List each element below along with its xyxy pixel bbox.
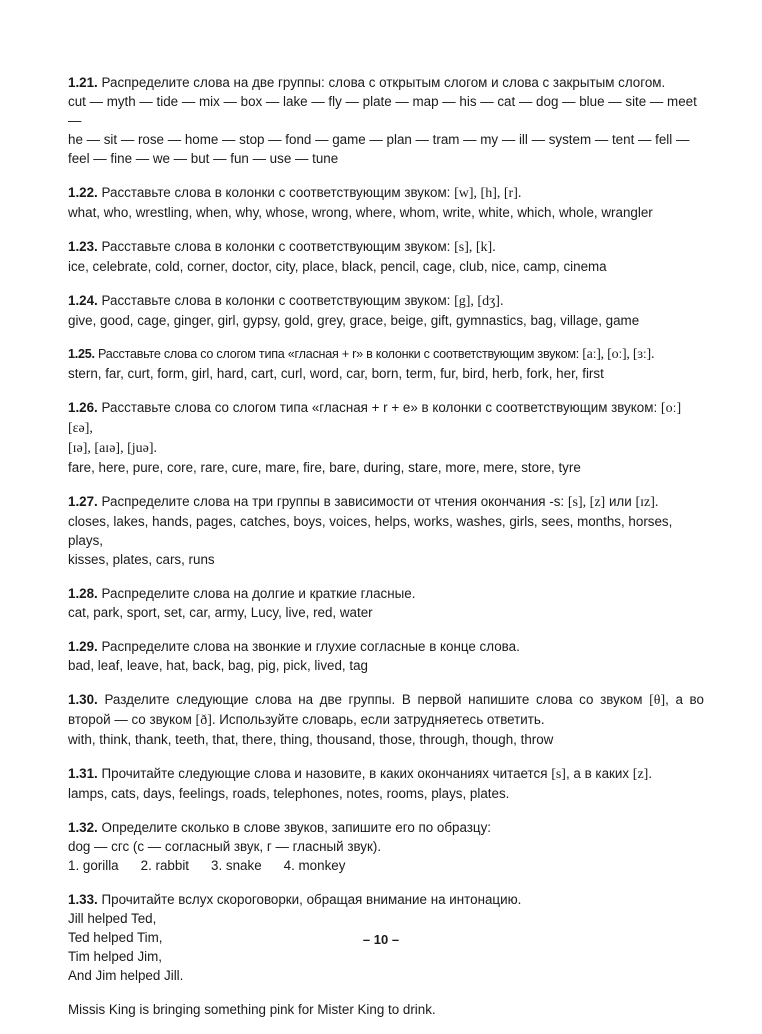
exercise-task-connector: или xyxy=(608,494,632,509)
exercise-1-32 xyxy=(68,818,704,875)
phonetic-symbols: [z] xyxy=(632,767,649,782)
exercise-1-27 xyxy=(68,492,704,569)
verse-line: And Jim helped Jill. xyxy=(68,968,184,983)
phonetic-symbols: [θ] xyxy=(649,693,666,708)
exercise-1-21 xyxy=(68,73,704,168)
exercise-1-31 xyxy=(68,764,704,803)
exercise-1-26 xyxy=(68,398,704,477)
exercise-number: 1.24. xyxy=(68,293,98,308)
exercise-number: 1.30. xyxy=(68,692,98,707)
exercise-task: Расставьте слова в колонки с соответствующим звуком: xyxy=(101,239,451,254)
exercise-task: Распределите слова на две группы: слова с открытым слогом и слова с закрытым слогом. xyxy=(101,75,666,90)
verse-line: Tim helped Jim, xyxy=(68,949,163,964)
phonetic-symbols: [ɪz]. xyxy=(635,495,659,510)
word-line: closes, lakes, hands, pages, catches, boys, voices, helps, works, washes, girls, sees, months, horses, plays, xyxy=(68,514,673,548)
page-number: – 10 – xyxy=(362,932,400,947)
exercise-1-25 xyxy=(68,345,704,383)
word-line: stern, far, curt, form, girl, hard, cart, curl, word, car, born, term, fur, bird, herb, fork, her, first xyxy=(68,366,604,381)
tongue-twister: Missis King is bringing something pink for Mister King to drink. xyxy=(68,1002,436,1017)
word-line: cat, park, sport, set, car, army, Lucy, live, red, water xyxy=(68,605,373,620)
word-option: 3. snake xyxy=(211,858,262,873)
exercise-number: 1.29. xyxy=(68,639,98,654)
exercise-task: Расставьте слова со слогом типа «гласная + r» в колонки с соответствующим звуком: xyxy=(98,347,579,361)
exercise-number: 1.21. xyxy=(68,75,98,90)
exercise-task: , а во второй — со звуком xyxy=(68,692,704,727)
exercise-task: Распределите слова на три группы в зависимости от чтения окончания -s: xyxy=(101,494,565,509)
word-line: bad, leaf, leave, hat, back, bag, pig, pick, lived, tag xyxy=(68,658,368,673)
phonetic-symbols: [g], [dʒ]. xyxy=(454,294,504,309)
word-line: with, think, thank, teeth, that, there, thing, thousand, those, through, though, throw xyxy=(68,732,554,747)
phonetic-symbols: [aː], [oː], [ɜː]. xyxy=(582,347,655,362)
exercise-number: 1.33. xyxy=(68,892,98,907)
word-options xyxy=(68,856,704,875)
phonetic-symbols: [oː] [εə], xyxy=(68,401,682,436)
word-line: fare, here, pure, core, rare, cure, mare, fire, bare, during, stare, more, mere, store, tyre xyxy=(68,460,581,475)
exercise-1-29 xyxy=(68,637,704,675)
word-option: 2. rabbit xyxy=(140,858,190,873)
exercise-1-24 xyxy=(68,291,704,330)
word-option: 1. gorilla xyxy=(68,858,119,873)
exercise-number: 1.26. xyxy=(68,400,98,415)
exercise-task: Расставьте слова со слогом типа «гласная + r + e» в колонки с соответствующим звуком: xyxy=(101,400,658,415)
exercise-list xyxy=(68,73,704,1034)
exercise-number: 1.31. xyxy=(68,766,98,781)
exercise-number: 1.23. xyxy=(68,239,98,254)
verse-line: Jill helped Ted, xyxy=(68,911,157,926)
word-line: cut — myth — tide — mix — box — lake — fly — plate — map — his — cat — dog — blue — site — meet — xyxy=(68,94,697,128)
exercise-task: Расставьте слова в колонки с соответствующим звуком: xyxy=(101,185,451,200)
word-option: 4. monkey xyxy=(283,858,346,873)
exercise-number: 1.25. xyxy=(68,347,95,361)
exercise-task: Прочитайте следующие слова и назовите, в каких окончаниях читается xyxy=(101,766,548,781)
exercise-task: . xyxy=(648,766,653,781)
verse-line: Ted helped Tim, xyxy=(68,930,163,945)
exercise-1-22 xyxy=(68,183,704,222)
example-line: dog — сгс (с — согласный звук, г — гласный звук). xyxy=(68,839,382,854)
phonetic-symbols: [w], [h], [r]. xyxy=(454,186,522,201)
phonetic-symbols: [ɪə], [aɪə], [juə]. xyxy=(68,441,157,456)
phonetic-symbols: [s] xyxy=(551,767,566,782)
exercise-task: Расставьте слова в колонки с соответствующим звуком: xyxy=(101,293,451,308)
exercise-number: 1.27. xyxy=(68,494,98,509)
phonetic-symbols: [s], [z] xyxy=(567,495,606,510)
word-line: feel — fine — we — but — fun — use — tune xyxy=(68,151,339,166)
exercise-number: 1.32. xyxy=(68,820,98,835)
word-line: he — sit — rose — home — stop — fond — game — plan — tram — my — ill — system — tent — fell — xyxy=(68,132,690,147)
exercise-number: 1.28. xyxy=(68,586,98,601)
word-line: ice, celebrate, cold, corner, doctor, city, place, black, pencil, cage, club, nice, camp, cinema xyxy=(68,259,607,274)
exercise-task: Распределите слова на долгие и краткие гласные. xyxy=(101,586,416,601)
exercise-task: Распределите слова на звонкие и глухие согласные в конце слова. xyxy=(101,639,520,654)
word-line: kisses, plates, cars, runs xyxy=(68,552,215,567)
exercise-task: Прочитайте вслух скороговорки, обращая внимание на интонацию. xyxy=(101,892,522,907)
word-line: give, good, cage, ginger, girl, gypsy, gold, grey, grace, beige, gift, gymnastics, bag, village, game xyxy=(68,313,640,328)
exercise-number: 1.22. xyxy=(68,185,98,200)
exercise-1-30 xyxy=(68,690,704,749)
exercise-task: Разделите следующие слова на две группы. В первой напишите слова со звуком xyxy=(104,692,643,707)
exercise-1-28 xyxy=(68,584,704,622)
exercise-task: . Используйте словарь, если затрудняетесь ответить. xyxy=(211,712,545,727)
phonetic-symbols: [s], [k]. xyxy=(454,240,496,255)
word-line: what, who, wrestling, when, why, whose, wrong, where, whom, write, white, which, whole, wrangler xyxy=(68,205,653,220)
exercise-task: , а в каких xyxy=(565,766,630,781)
exercise-1-23 xyxy=(68,237,704,276)
word-line: lamps, cats, days, feelings, roads, telephones, notes, rooms, plays, plates. xyxy=(68,786,510,801)
phonetic-symbols: [ð] xyxy=(195,713,212,728)
exercise-task: Определите сколько в слове звуков, запишите его по образцу: xyxy=(101,820,492,835)
